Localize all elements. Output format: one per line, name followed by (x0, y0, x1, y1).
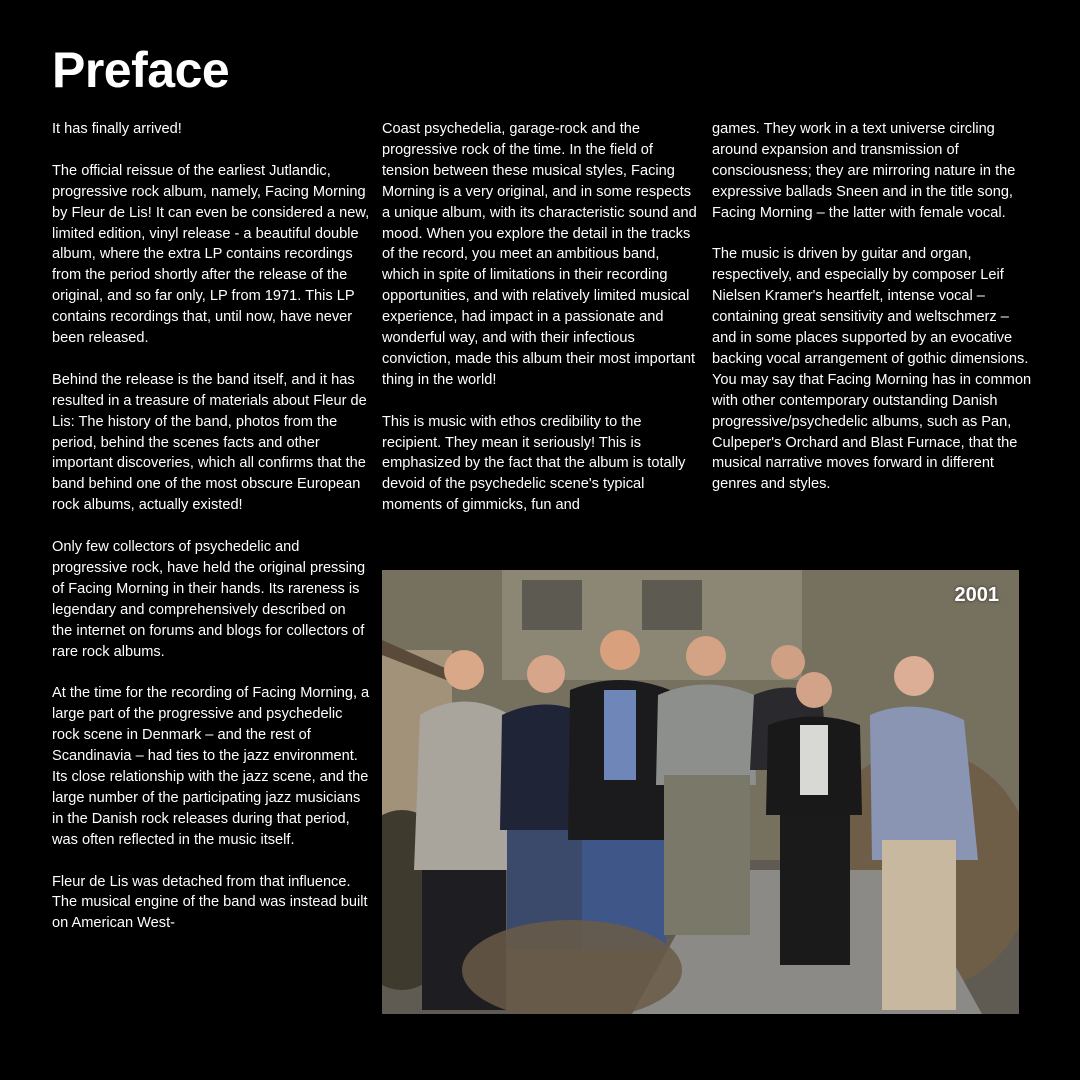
paragraph: Only few collectors of psychedelic and progressive rock, have held the original pressing of Facing Morning in their hands. Its rareness is legendary and comprehensively described on the internet on forums and blogs for collectors of rare rock albums. (52, 539, 366, 660)
text-column-1 (52, 119, 370, 934)
page-title: Preface (52, 42, 230, 98)
band-group-photo (382, 570, 1019, 1014)
paragraph: Coast psychedelia, garage-rock and the progressive rock of the time. In the field of tension between these musical styles, Facing Morning is a very original, and in some respects a unique album, with its characteristic sound and mood. When you explore the detail in the tracks of the record, you meet an ambitious band, which in spite of limitations in their recording opportunities, and with relatively limited musical experience, had impact in a passionate and wonderful way, and with their infectious conviction, made this album their most important thing in the world! (382, 121, 697, 388)
paragraph: This is music with ethos credibility to the recipient. They mean it seriously! This is emphasized by the fact that the album is totally devoid of the psychedelic scene's typical moments of gimmicks, fun and (382, 413, 686, 514)
text-column-2 (382, 119, 700, 516)
paragraph: Behind the release is the band itself, and it has resulted in a treasure of materials about Fleur de Lis: The history of the band, photos from the period, behind the scenes facts and other important discoveries, which all confirms that the band behind one of the most obscure European rock albums, actually existed! (52, 371, 367, 514)
paragraph: It has finally arrived! (52, 121, 182, 137)
paragraph: Fleur de Lis was detached from that influence. The musical engine of the band was instead built on American West- (52, 873, 368, 932)
paragraph: At the time for the recording of Facing Morning, a large part of the progressive and psychedelic rock scene in Denmark – and the rest of Scandinavia – had ties to the jazz environment. Its close relationship with the jazz scene, and the large number of the participating jazz musicians in the Danish rock releases during that period, was often reflected in the music itself. (52, 685, 370, 848)
band-photo-illustration (382, 570, 1019, 1014)
paragraph: The music is driven by guitar and organ, respectively, and especially by composer Leif Nielsen Kramer's heartfelt, intense vocal – containing great sensitivity and weltschmerz – and in some places supported by an evocative backing vocal arrangement of gothic dimensions. You may say that Facing Morning has in common with other contemporary outstanding Danish progressive/psychedelic albums, such as Pan, Culpeper's Orchard and Blast Furnace, that the musical narrative moves forward in different genres and styles. (712, 246, 1032, 493)
text-column-3 (712, 119, 1034, 495)
photo-caption: 2001 (954, 584, 999, 606)
paragraph: games. They work in a text universe circling around expansion and transmission of consciousness; they are mirroring nature in the expressive ballads Sneen and in the title song, Facing Morning – the latter with female vocal. (712, 121, 1016, 221)
paragraph: The official reissue of the earliest Jutlandic, progressive rock album, namely, Facing Morning by Fleur de Lis! It can even be considered a new, limited edition, vinyl release - a beautiful double album, where the extra LP contains recordings from the period shortly after the release of the original, and so far only, LP from 1971. This LP contains recordings that, until now, have never been released. (52, 162, 370, 347)
